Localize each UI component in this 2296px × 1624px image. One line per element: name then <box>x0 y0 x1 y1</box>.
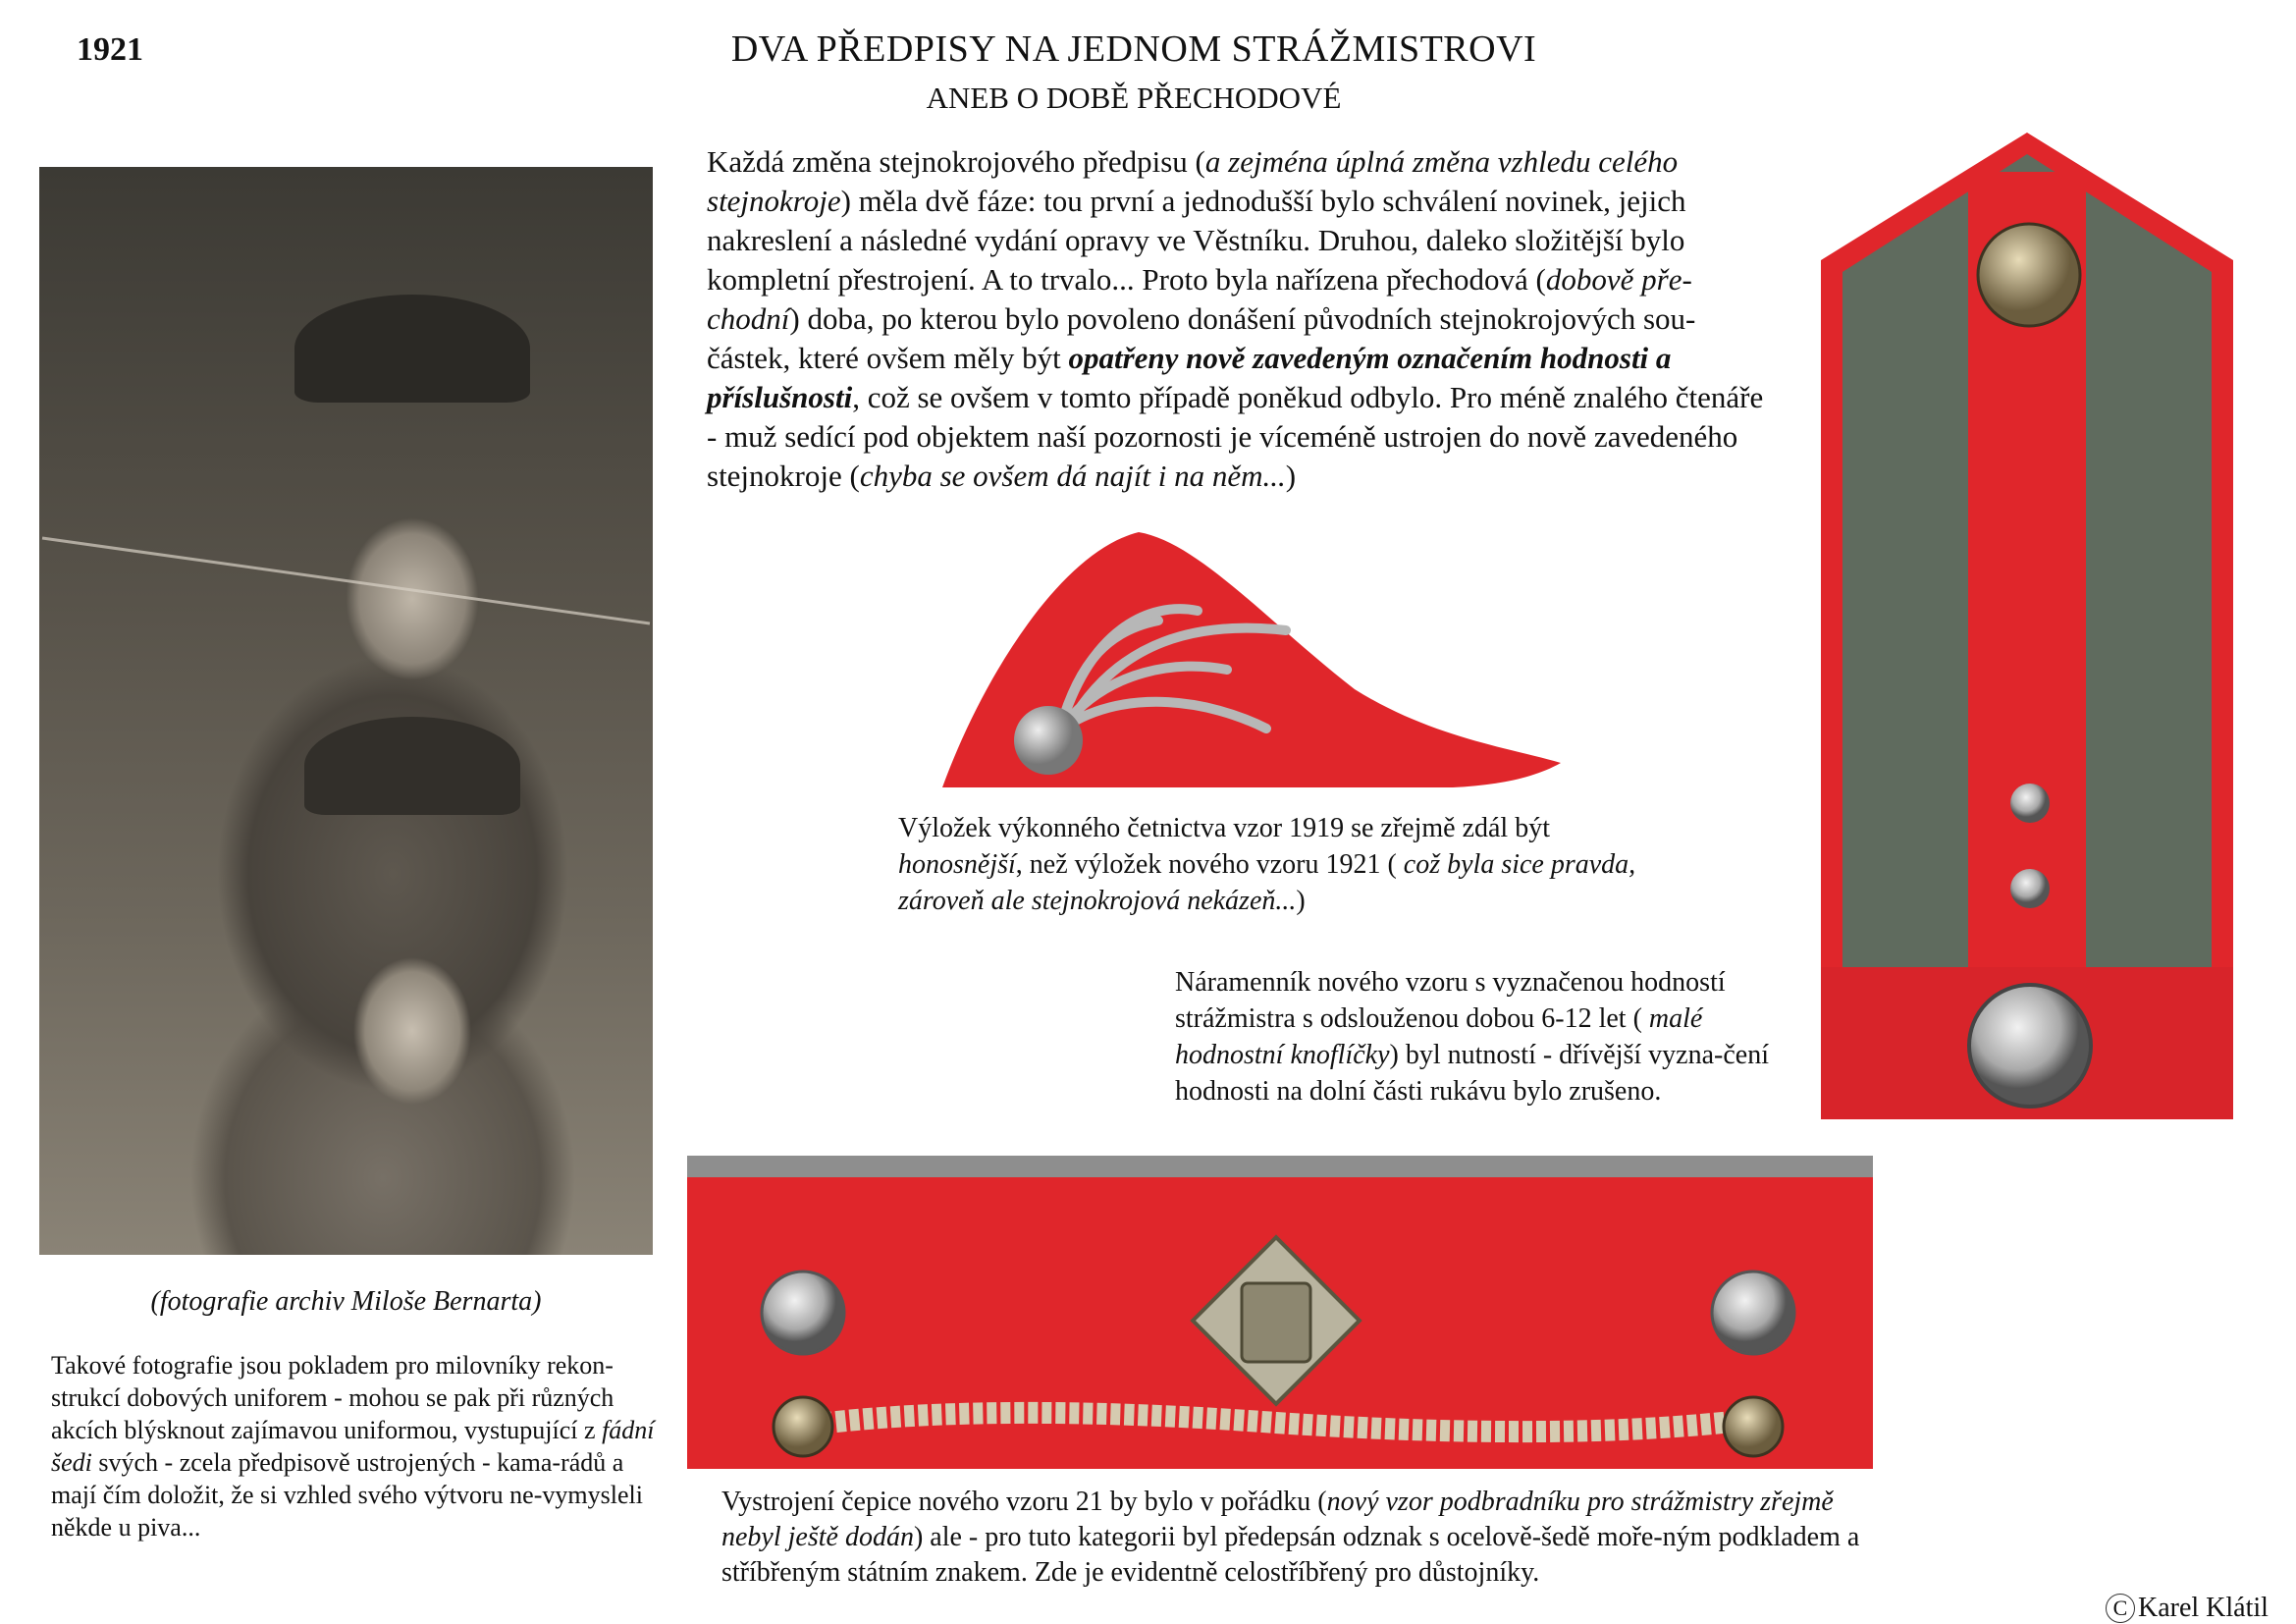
text: ) ale - pro tuto kategorii byl předepsán odznak s ocelově-šedě moře-ným podkladem a stříbřeným státním znakem. Zde je evidentně celostříbřený pro důstojníky. <box>721 1522 1860 1588</box>
text: Náramenník nového vzoru s vyznačenou hodností strážmistra s odslouženou dobou 6-12 let ( <box>1175 967 1726 1034</box>
text: ) <box>1285 459 1297 493</box>
shoulder-board-illustration <box>1821 133 2233 1119</box>
cap-button-icon <box>762 1272 844 1354</box>
page-title: DVA PŘEDPISY NA JEDNOM STRÁŽMISTROVI <box>730 28 1537 70</box>
copyright-icon: C <box>2106 1594 2135 1623</box>
photo-caption: (fotografie archiv Miloše Bernarta) <box>150 1286 542 1317</box>
historical-photo <box>39 167 653 1255</box>
left-paragraph <box>51 1349 669 1543</box>
photo-crack <box>42 537 650 625</box>
main-paragraph <box>707 142 1777 496</box>
copyright <box>2106 1593 2269 1624</box>
text-bold-italic: opatřeny nově zavedeným označením hodnosti a příslušnosti <box>707 341 1672 414</box>
text-italic: nový vzor podbradníku pro strážmistry zřejmě nebyl ještě dodán <box>721 1487 1834 1552</box>
collar-patch-1919-illustration <box>942 522 1561 789</box>
author-name: Karel Klátil <box>2138 1593 2269 1623</box>
insignia-button-icon <box>1978 224 2080 326</box>
text-italic: chyba se ovšem dá najít i na něm... <box>859 459 1286 493</box>
text-italic: dobově pře-chodní <box>707 262 1692 336</box>
text: Takové fotografie jsou pokladem pro milovníky rekon-strukcí dobových uniforem - mohou se pak při různých akcích blýsknout zajímavou uniformou, vystupující z <box>51 1351 614 1444</box>
text: , což se ovšem v tomto případě poněkud odbylo. Pro méně znalého čtenáře - muž sedící pod objektem naší pozornosti je víceméně ustrojen do nově zavedeného stejnokroje ( <box>707 380 1764 493</box>
rank-button-icon <box>2010 869 2050 908</box>
year-label: 1921 <box>77 31 143 68</box>
text: ) měla dvě fáze: tou první a jednodušší bylo schválení novinek, jejich nakreslení a následné vydání opravy ve Věstníku. Druhou, daleko složitější bylo kompletní přestrojení. A to trvalo... Proto byla nařízena přechodová ( <box>707 184 1686 297</box>
collar-patch-caption <box>898 810 1644 919</box>
text: ) byl nutností - dřívější vyzna-čení hodnosti na dolní části rukávu bylo zrušeno. <box>1175 1040 1769 1107</box>
text-italic: a zejména úplná změna vzhledu celého stejnokroje <box>707 144 1679 218</box>
text: ) doba, po kterou bylo povoleno donášení původních stejnokrojových sou-částek, které ovšem měly být <box>707 301 1696 375</box>
cap-button-icon <box>1712 1272 1794 1354</box>
cap-silhouette <box>304 717 520 815</box>
page-subtitle: ANEB O DOBĚ PŘECHODOVÉ <box>926 81 1342 115</box>
text: ) <box>1296 886 1306 916</box>
text: , než výložek nového vzoru 1921 ( <box>1015 849 1404 880</box>
cap-silhouette <box>294 295 530 403</box>
text-italic: fádní šedi <box>51 1416 655 1477</box>
cap-caption <box>721 1485 1880 1591</box>
text-italic: honosnější <box>898 849 1016 880</box>
cap-band-illustration <box>687 1156 1873 1469</box>
text: svých - zcela předpisově ustrojených - kama-rádů a mají čím doložit, že si vzhled svého výtvoru ne-vymysleli někde u piva... <box>51 1448 643 1542</box>
snap-button-icon <box>1969 985 2091 1107</box>
shoulder-board-caption <box>1175 964 1803 1110</box>
rank-button-icon <box>2010 784 2050 823</box>
text: Výložek výkonného četnictva vzor 1919 se zřejmě zdál být <box>898 813 1550 843</box>
text-italic: malé hodnostní knoflíčky <box>1175 1003 1703 1070</box>
text: Každá změna stejnokrojového předpisu ( <box>707 144 1205 179</box>
grenade-ball-icon <box>1014 706 1083 775</box>
text: Vystrojení čepice nového vzoru 21 by bylo v pořádku ( <box>721 1487 1327 1517</box>
cap-top-edge <box>687 1156 1873 1177</box>
text-italic: což byla sice pravda, zároveň ale stejnokrojová nekázeň... <box>898 849 1636 916</box>
